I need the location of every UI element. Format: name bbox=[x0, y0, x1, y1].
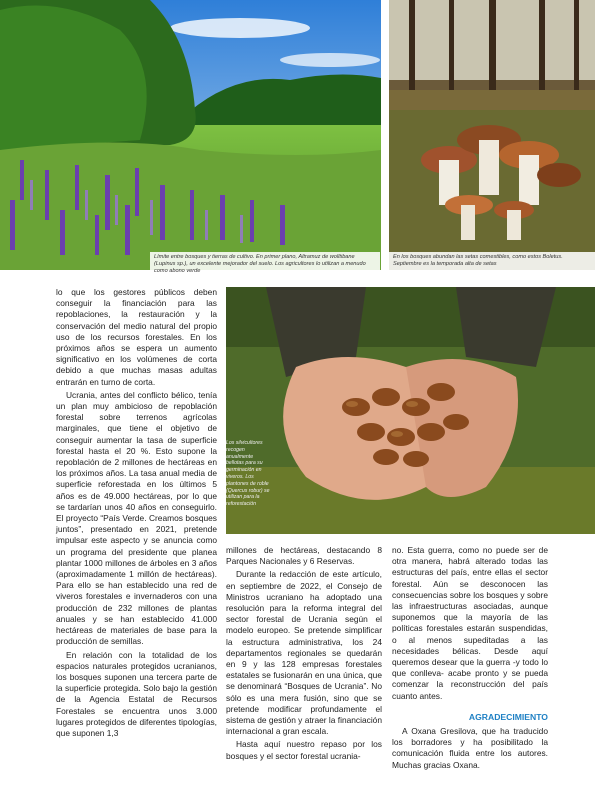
column-1-paragraph: Ucrania, antes del conflicto bélico, tenía un plan muy ambicioso de repoblación forestal sobre terrenos agrícolas marginales, que tiene el objetivo de conseguir aumentar la tasa de superficie forestal hasta el 20 %. Esto supone la repoblación de 2 millones de hectáreas en los próximos años. La tasa anual media de superficie reforestada en los últimos 5 años es de 49.000 hectáreas, por lo que se tardarían unos 40 años en conseguirlo. El proyecto “País Verde. Creamos bosques juntos”, presentado en 2021, pretende impulsar este aspecto y se anuncia como un programa del presidente que planea plantar 1000 millones de árboles en 3 años (aproximadamente 1 millón de hectáreas). Para ello se han establecido una red de viveros forestales e invernaderos con una producción de 232 millones de plantas anuales y se han establecido 41.000 hectáreas de materiales de base para la producción de semillas. bbox=[56, 389, 217, 647]
column-3 bbox=[392, 545, 548, 771]
column-2 bbox=[226, 545, 382, 762]
column-1-paragraph: lo que los gestores públicos deben conseguir la financiación para las repoblaciones, la restauración y la conservación del medio natural del propio uso de los recursos forestales. En los próximos años se espera un aumento significativo en los volúmenes de corta debido a que muchas masas adultas entrarán en turno de corta. bbox=[56, 287, 217, 387]
acorns-caption: Los silvicultores recogen anualmente bellotas para su germinación en viveros. Los plantones de roble (Quercus robur) se utilizan para la reforestación bbox=[226, 440, 270, 508]
landscape-caption: Límite entre bosques y tierras de cultivo. En primer plano, Altramuz de wolltibane (Lupinus sp.), un excelente mejorador del suelo. Los agricultores lo utilizan a menudo como abono verde bbox=[150, 252, 380, 270]
column-2-paragraph: millones de hectáreas, destacando 8 Parques Nacionales y 6 Reservas. bbox=[226, 545, 382, 567]
acknowledgement-heading: AGRADECIMIENTO bbox=[468, 711, 548, 722]
column-2-paragraph: Durante la redacción de este artículo, en septiembre de 2022, el Consejo de Ministros ucraniano ha adoptado una resolución para la reforma integral del sector forestal de Ucrania según el modelo europeo. Se pretende simplificar la estructura administrativa, los 24 departamentos regionales se quedarán en 9 y las 128 empresas forestales estatales se fusionarán en una única, que se denominará “Bosques de Ucrania”. No sólo es una mera fusión, sino que se pretende modificar profundamente el sistema de gestión y atraer la financiación internacional a gran escala. bbox=[226, 569, 382, 737]
acorns-photo bbox=[226, 287, 595, 534]
mushrooms-caption: En los bosques abundan las setas comestibles, como estos Boletus. Septiembre es la temporada alta de setas bbox=[389, 252, 595, 270]
column-3-paragraph: no. Esta guerra, como no puede ser de otra manera, habrá alterado todas las estructuras del país, entre ellas el sector forestal. Aún se desconocen las consecuencias sobre los bosques y sobre las infraestructuras asociadas, aunque suponemos que la mayoría de las políticas forestales estarán suspendidas, o al menos supeditadas a las necesidades bélicas. Desde aquí queremos desear que la guerra -y todo lo que conlleva- acabe pronto y se pueda comenzar la reconstrucción del país cuanto antes. bbox=[392, 545, 548, 701]
column-1-paragraph: En relación con la totalidad de los espacios naturales protegidos ucranianos, los bosques suponen una tercera parte de la superficie protegida. Solo bajo la gestión de la Agencia Estatal de Recursos Forestales se encuentra unos 3.000 lugares protegidos de diferentes tipologías, que suponen 1,3 bbox=[56, 649, 217, 738]
column-1 bbox=[56, 287, 217, 739]
mushrooms-photo bbox=[389, 0, 595, 270]
acknowledgement-text: A Oxana Gresilova, que ha traducido los borradores y ha posibilitado la comunicación fluida entre los autores. Muchas gracias Oxana. bbox=[392, 726, 548, 770]
landscape-photo bbox=[0, 0, 381, 270]
column-2-paragraph: Hasta aquí nuestro repaso por los bosques y el sector forestal ucrania- bbox=[226, 739, 382, 761]
